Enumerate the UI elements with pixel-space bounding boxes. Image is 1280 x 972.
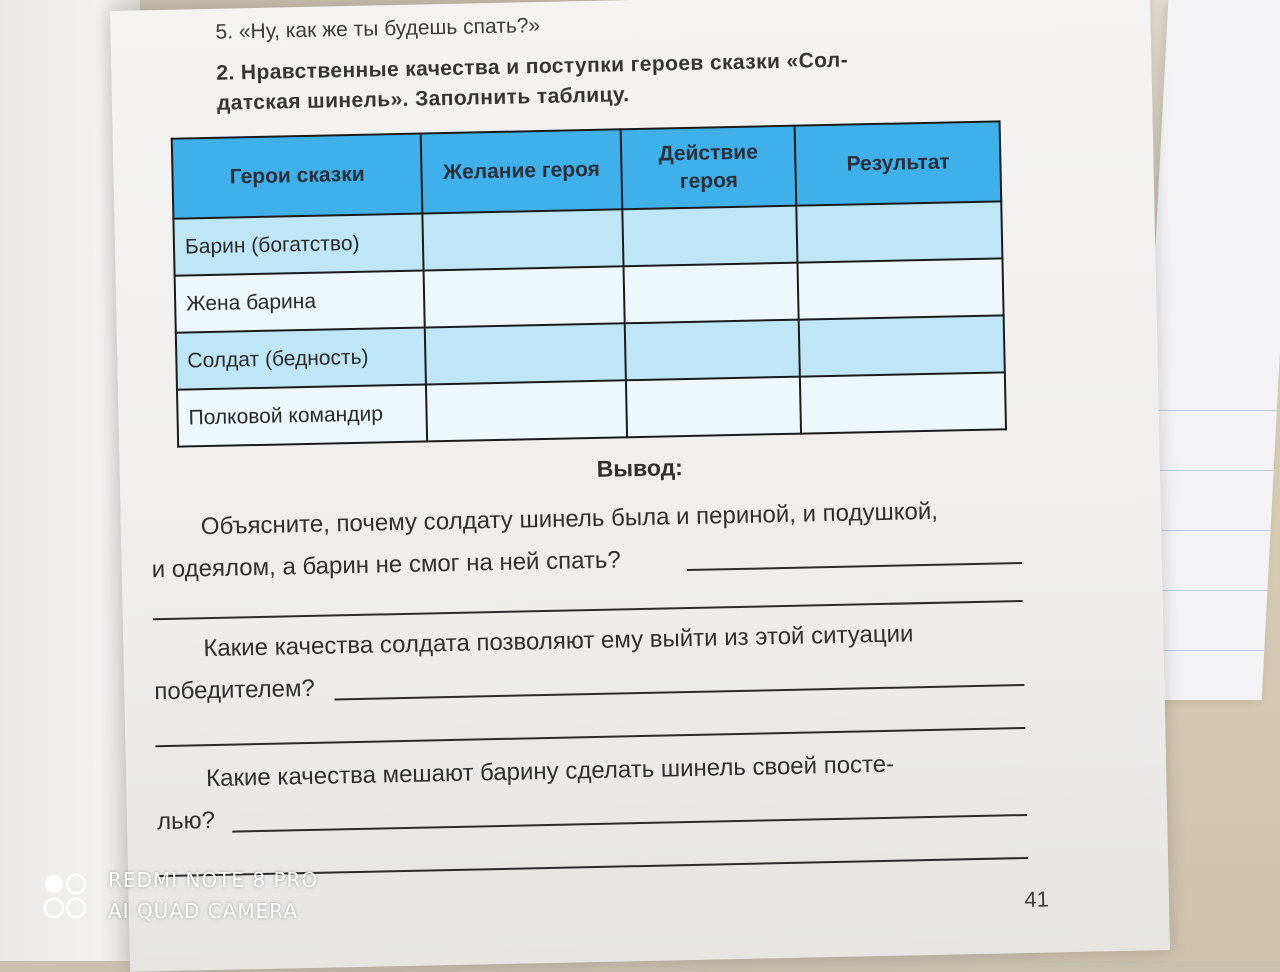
row-hero-cell: Полковой командир bbox=[177, 384, 427, 446]
desire-cell[interactable] bbox=[423, 209, 624, 270]
header-action: Действие героя bbox=[620, 126, 796, 210]
question-1-line-1: Объясните, почему солдату шинель была и периной, и подушкой, bbox=[200, 497, 939, 541]
watermark-line-1: REDMI NOTE 8 PRO bbox=[108, 868, 319, 892]
conclusion-title: Вывод: bbox=[596, 454, 684, 482]
question-1-line-2: и одеялом, а барин не смог на ней спать? bbox=[151, 546, 622, 584]
question-2-line-2: победителем? bbox=[154, 674, 316, 706]
row-hero-cell: Солдат (бедность) bbox=[176, 327, 426, 389]
result-cell[interactable] bbox=[797, 201, 1003, 262]
row-hero-cell: Барин (богатство) bbox=[173, 213, 423, 275]
answer-line[interactable] bbox=[155, 727, 1025, 747]
answer-line[interactable] bbox=[687, 562, 1022, 571]
textbook-page bbox=[110, 0, 1170, 972]
header-result: Результат bbox=[795, 121, 1001, 205]
action-cell[interactable] bbox=[622, 206, 798, 267]
task-2-heading bbox=[216, 43, 987, 119]
result-cell[interactable] bbox=[798, 258, 1004, 319]
question-2-line-1: Какие качества солдата позволяют ему выйти из этой ситуации bbox=[203, 620, 914, 663]
action-cell[interactable] bbox=[623, 263, 799, 324]
row-hero-cell: Жена барина bbox=[175, 270, 425, 332]
action-cell[interactable] bbox=[626, 377, 802, 438]
result-cell[interactable] bbox=[800, 372, 1006, 433]
question-3-line-2: лью? bbox=[156, 806, 216, 836]
task-2-line-1: 2. Нравственные качества и поступки героев сказки «Сол- bbox=[216, 48, 849, 85]
desire-cell[interactable] bbox=[424, 266, 625, 327]
answer-line[interactable] bbox=[153, 600, 1023, 620]
action-cell[interactable] bbox=[624, 320, 800, 381]
desire-cell[interactable] bbox=[426, 380, 627, 441]
camera-logo-icon bbox=[42, 872, 92, 920]
question-3-line-1: Какие качества мешают барину сделать шинель своей посте- bbox=[205, 750, 895, 793]
answer-line[interactable] bbox=[232, 814, 1027, 832]
heroes-table bbox=[171, 120, 1007, 447]
item-5-text: 5. «Ну, как же ты будешь спать?» bbox=[215, 13, 541, 44]
header-desire: Желание героя bbox=[421, 129, 622, 213]
header-heroes: Герои сказки bbox=[172, 134, 423, 219]
page-number: 41 bbox=[1024, 886, 1050, 913]
task-2-line-2: датская шинель». Заполнить таблицу. bbox=[216, 83, 630, 115]
watermark-line-2: AI QUAD CAMERA bbox=[108, 899, 299, 923]
desire-cell[interactable] bbox=[425, 323, 626, 384]
answer-line[interactable] bbox=[334, 684, 1024, 700]
result-cell[interactable] bbox=[799, 315, 1005, 376]
